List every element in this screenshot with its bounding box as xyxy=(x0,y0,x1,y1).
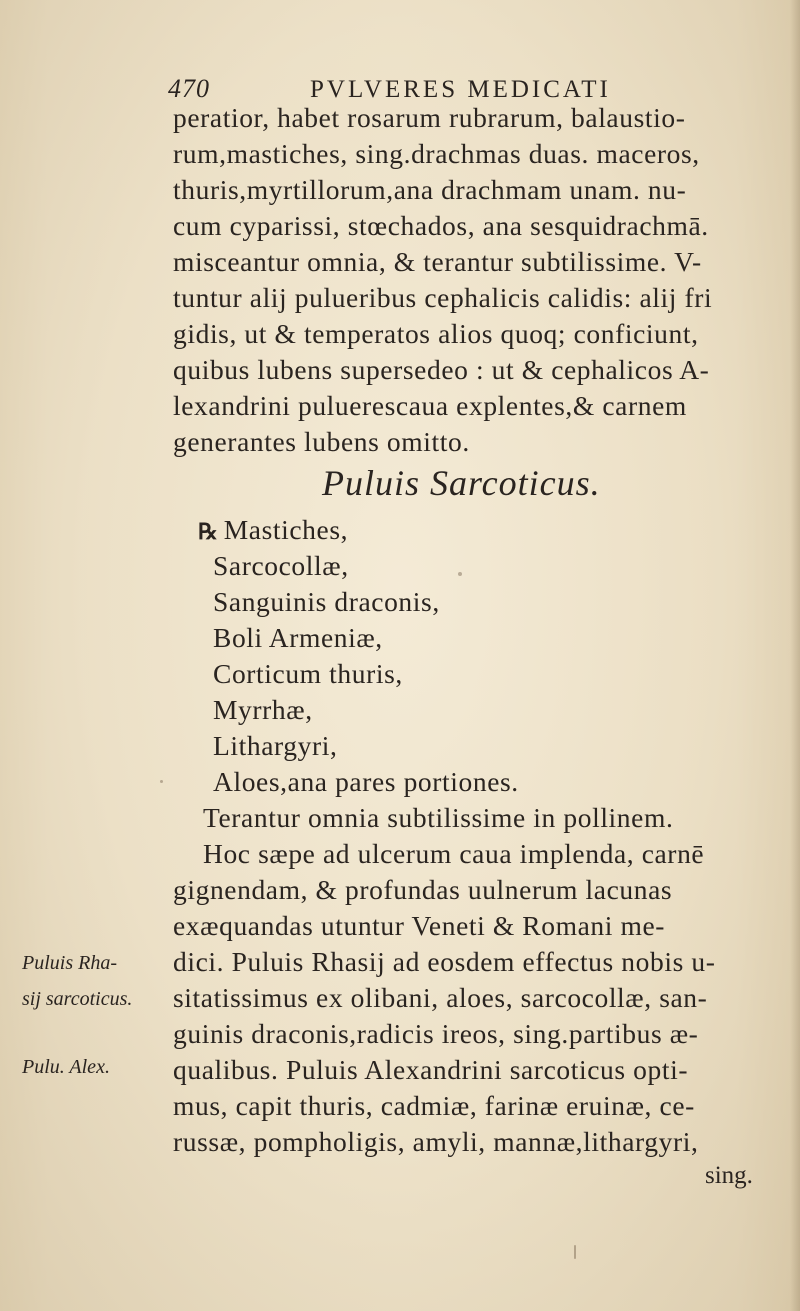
closing-line: dici. Puluis Rhasij ad eosdem effectus nobis u- xyxy=(173,946,716,977)
closing-line: qualibus. Puluis Alexandrini sarcoticus opti- xyxy=(173,1054,689,1085)
ingredient: Boli Armeniæ, xyxy=(213,622,383,653)
closing-line: sitatissimus ex olibani, aloes, sarcocollæ, san- xyxy=(173,982,708,1013)
ingredient: Myrrhæ, xyxy=(213,694,313,725)
margin-note: Puluis Rha- xyxy=(22,952,117,974)
ink-speck xyxy=(458,572,462,576)
body-line: lexandrini puluerescaua explentes,& carnem xyxy=(173,390,687,421)
ingredient: Corticum thuris, xyxy=(213,658,403,689)
running-head: PVLVERES MEDICATI xyxy=(310,76,611,103)
recipe-line-1 xyxy=(198,514,348,546)
body-line: tuntur alij pulueribus cephalicis calidis: alij fri xyxy=(173,282,713,313)
closing-line: Terantur omnia subtilissime in pollinem. xyxy=(203,802,674,833)
ingredient: Sarcocollæ, xyxy=(213,550,349,581)
ingredient: Sanguinis draconis, xyxy=(213,586,440,617)
body-line: cum cyparissi, stœchados, ana sesquidrachmā. xyxy=(173,210,709,241)
page-number: 470 xyxy=(168,74,210,103)
closing-line: gignendam, & profundas uulnerum lacunas xyxy=(173,874,673,905)
body-line: thuris,myrtillorum,ana drachmam unam. nu- xyxy=(173,174,687,205)
body-line: generantes lubens omitto. xyxy=(173,426,470,457)
body-line: rum,mastiches, sing.drachmas duas. maceros, xyxy=(173,138,700,169)
page-edge-shadow xyxy=(790,0,800,1311)
ink-speck xyxy=(160,780,163,783)
ink-speck xyxy=(574,1245,576,1259)
catchword: sing. xyxy=(705,1162,753,1189)
ingredient: Aloes,ana pares portiones. xyxy=(213,766,519,797)
ingredient: Mastiches, xyxy=(223,514,349,545)
body-line: misceantur omnia, & terantur subtilissime. V- xyxy=(173,246,702,277)
body-line: quibus lubens supersedeo : ut & cephalicos A- xyxy=(173,354,710,385)
body-line: gidis, ut & temperatos alios quoq; conficiunt, xyxy=(173,318,699,349)
closing-line: Hoc sæpe ad ulcerum caua implenda, carnē xyxy=(203,838,705,869)
ingredient: Lithargyri, xyxy=(213,730,338,761)
closing-line: exæquandas utuntur Veneti & Romani me- xyxy=(173,910,666,941)
recipe-sign-icon: ℞ xyxy=(198,519,216,544)
section-heading: Puluis Sarcoticus. xyxy=(322,463,601,503)
body-line: peratior, habet rosarum rubrarum, balaustio- xyxy=(173,102,686,133)
closing-line: guinis draconis,radicis ireos, sing.partibus æ- xyxy=(173,1018,699,1049)
margin-note: Pulu. Alex. xyxy=(22,1056,110,1078)
margin-note: sij sarcoticus. xyxy=(22,988,133,1010)
closing-line: mus, capit thuris, cadmiæ, farinæ eruinæ, ce- xyxy=(173,1090,695,1121)
closing-line: russæ, pompholigis, amyli, mannæ,lithargyri, xyxy=(173,1126,699,1157)
